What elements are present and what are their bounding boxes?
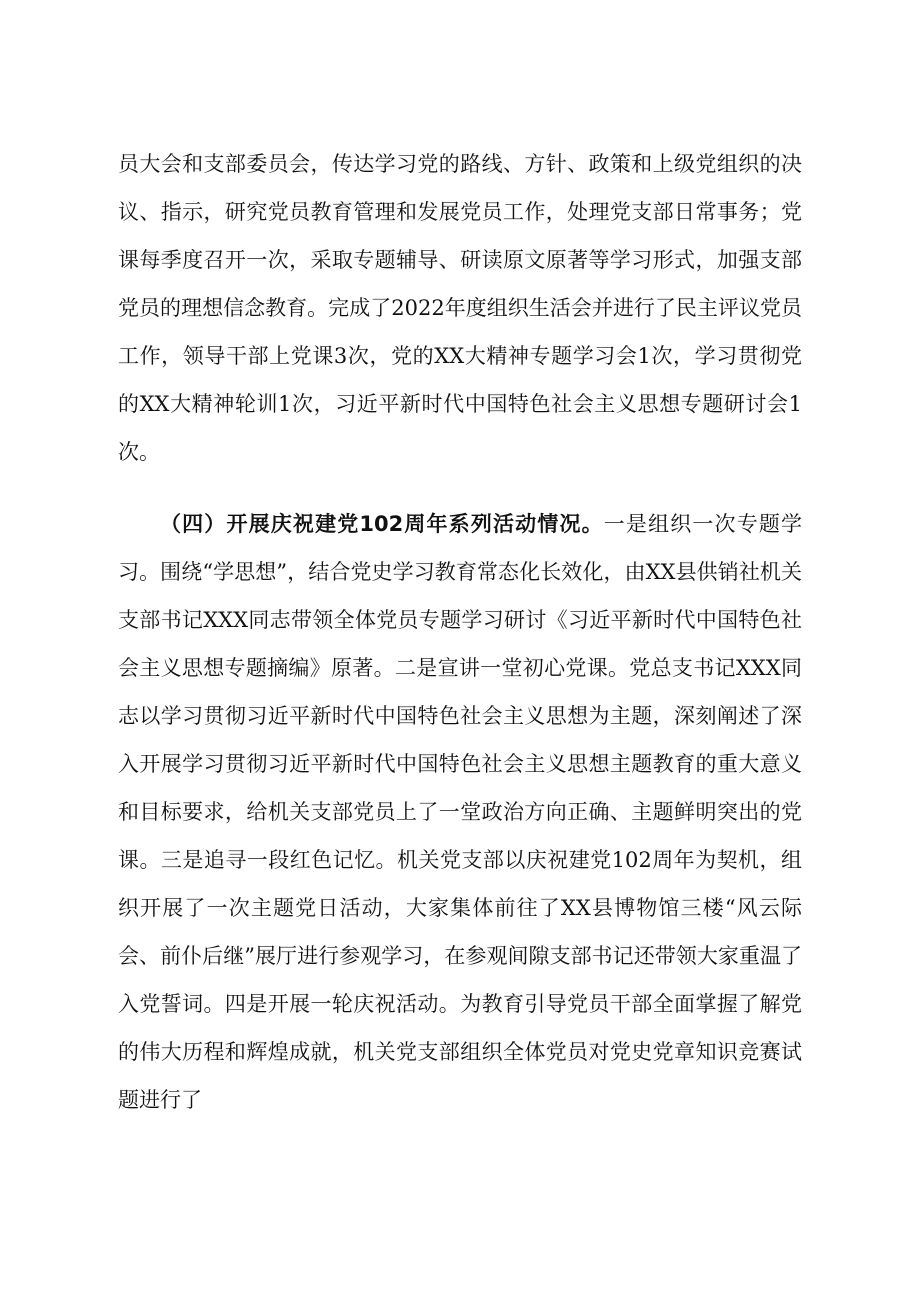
document-body-upper — [118, 140, 802, 476]
section-4-heading: （四）开展庆祝建党102周年系列活动情况。 — [160, 512, 604, 536]
section-4-body: 一是组织一次专题学习。围绕“学思想”，结合党史学习教育常态化长效化，由XX县供销社机关支部书记XXX同志带领全体党员专题学习研讨《习近平新时代中国特色社会主义思想专题摘编》原著。二是宣讲一堂初心党课。党总支书记XXX同志以学习贯彻习近平新时代中国特色社会主义思想为主题，深刻阐述了深入开展学习贯彻习近平新时代中国特色社会主义思想主题教育的重大意义和目标要求，给机关支部党员上了一堂政治方向正确、主题鲜明突出的党课。三是追寻一段红色记忆。机关党支部以庆祝建党102周年为契机，组织开展了一次主题党日活动，大家集体前往了XX县博物馆三楼“风云际会、前仆后继”展厅进行参观学习，在参观间隙支部书记还带领大家重温了入党誓词。四是开展一轮庆祝活动。为教育引导党员干部全面掌握了解党的伟大历程和辉煌成就，机关党支部组织全体党员对党史党章知识竞赛试题进行了 — [118, 512, 802, 1112]
paragraph-continuation: 员大会和支部委员会，传达学习党的路线、方针、政策和上级党组织的决议、指示，研究党员教育管理和发展党员工作，处理党支部日常事务；党课每季度召开一次，采取专题辅导、研读原文原著等学习形式，加强支部党员的理想信念教育。完成了2022年度组织生活会并进行了民主评议党员工作，领导干部上党课3次，党的XX大精神专题学习会1次，学习贯彻党的XX大精神轮训1次，习近平新时代中国特色社会主义思想专题研讨会1次。 — [118, 152, 802, 464]
document-body-lower — [118, 500, 802, 1124]
section-4-paragraph — [118, 500, 802, 1124]
